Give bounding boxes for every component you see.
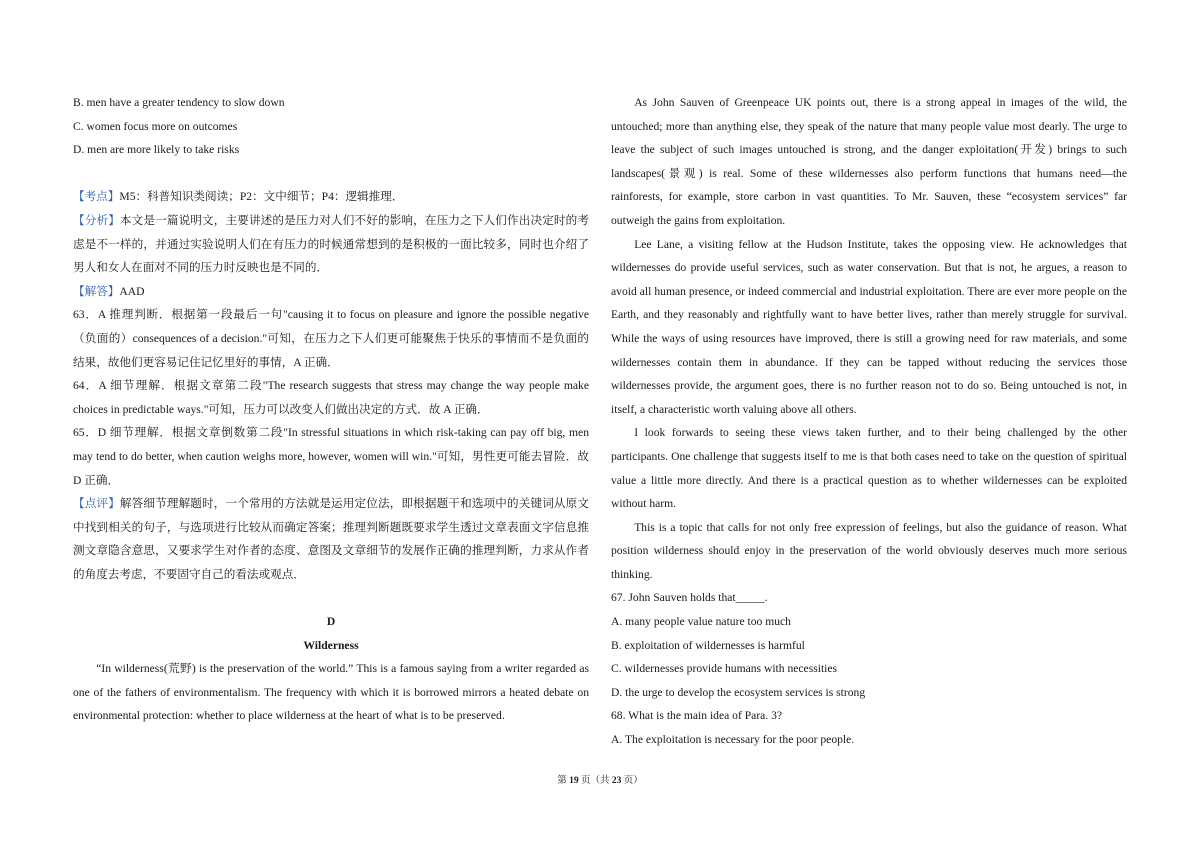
footer-suffix: 页） (621, 776, 643, 786)
passage-paragraph-5: This is a topic that calls for not only free expression of feelings, but also the guidance of reason. What position wilderness should enjoy in the preservation of the world obviously deserves much more serious thinking. (611, 520, 1127, 581)
kaodian-text: M5：科普知识类阅读；P2：文中细节；P4：逻辑推理． (119, 190, 404, 204)
passage-paragraph-4: I look forwards to seeing these views taken further, and to their being challenged by the other participants. One challenge that suggests itself to me is that both cases need to take on the question of spiritual value a little more directly. And there is a practical question as to whether wildernesses can be exploited without harm. (611, 426, 1127, 511)
left-column (73, 91, 589, 728)
dianping (73, 492, 589, 586)
answer-64: 64．A 细节理解．根据文章第二段"The research suggests that stress may change the way people make choices in predictable ways."可知，压力可以改变人们做出决定的方式．故 A 正确． (73, 379, 589, 416)
q67-option-c: C. wildernesses provide humans with necessities (611, 662, 838, 676)
question-68: 68. What is the main idea of Para. 3? (611, 709, 783, 723)
fenxi (73, 209, 589, 280)
footer-page-number: 19 (569, 776, 579, 786)
dianping-text: 解答细节理解题时，一个常用的方法就是运用定位法，即根据题干和选项中的关键词从原文中找到相关的句子，与选项进行比较从而确定答案；推理判断题既要求学生透过文章表面文字信息推测文章隐含意思，又要求学生对作者的态度、意图及文章细节的发展作正确的推理判断，力求从作者的角度去考虑，不要固守自己的看法或观点． (73, 497, 589, 581)
fenxi-tag: 【分析】 (73, 213, 120, 227)
dianping-tag: 【点评】 (73, 497, 120, 511)
q68-option-a: A. The exploitation is necessary for the poor people. (611, 733, 855, 747)
kaodian (73, 185, 589, 209)
passage-paragraph-2: As John Sauven of Greenpeace UK points out, there is a strong appeal in images of the wild, the untouched; more than anything else, they speak of the nature that many people value most dearly. The urge to leave the subject of such images untouched is strong, and the danger exploitation(开发) brings to such landscapes(景观) is real. Some of these wildernesses also perform functions that humans need—the rainforests, for example, store carbon in vast quantities. To Mr. Sauven, these “ecosystem services” far outweigh the gains from exploitation. (611, 96, 1127, 227)
fenxi-text: 本文是一篇说明文，主要讲述的是压力对人们不好的影响，在压力之下人们作出决定时的考虑是不一样的，并通过实验说明人们在有压力的时候通常想到的是积极的一面比较多，同时也介绍了男人和女人在面对不同的压力时反映也是不同的． (73, 213, 589, 275)
page-footer (0, 772, 1200, 786)
section-title: Wilderness (303, 638, 359, 652)
option-c-prev: C. women focus more on outcomes (73, 119, 238, 133)
option-b-prev: B. men have a greater tendency to slow down (73, 96, 285, 109)
footer-mid: 页（共 (578, 776, 612, 786)
footer-total-pages: 23 (611, 776, 622, 786)
kaodian-tag: 【考点】 (73, 190, 120, 204)
question-67: 67. John Sauven holds that_____. (611, 591, 768, 605)
right-column (611, 91, 1127, 752)
passage-paragraph-3: Lee Lane, a visiting fellow at the Hudson Institute, takes the opposing view. He acknowledges that wildernesses do provide useful services, such as water conservation. But that is not, he argues, a reason to avoid all human presence, or indeed commercial and industrial exploitation. There are ever more people on the Earth, and they reasonably and rightfully want to have better lives, rather than merely struggle for survival. While the ways of using resources have improved, there is still a growing need for raw materials, and some wildernesses contain them in abundance. If they can be tapped without reducing the services those wildernesses provide, the argument goes, there is no further reason not to do so. Being untouched is not, in itself, a characteristic worth valuing above all others. (611, 237, 1127, 416)
passage-paragraph-1: “In wilderness(荒野) is the preservation of the world.” This is a famous saying from a writer regarded as one of the fathers of environmentalism. The frequency with which it is borrowed mirrors a heated debate on environmental protection: whether to place wilderness at the heart of what is to be preserved. (73, 662, 589, 723)
option-d-prev: D. men are more likely to take risks (73, 143, 240, 157)
answer-65: 65．D 细节理解．根据文章倒数第二段"In stressful situations in which risk-taking can pay off big, men may tend to do better, when caution weighs more, however, women will win."可知，男性更可能去冒险．故 D 正确． (73, 426, 589, 487)
q67-option-a: A. many people value nature too much (611, 615, 791, 629)
footer-prefix: 第 (557, 776, 570, 786)
q67-option-b: B. exploitation of wildernesses is harmful (611, 638, 805, 652)
answer-63: 63．A 推理判断．根据第一段最后一句"causing it to focus on pleasure and ignore the possible negative（负面的）consequences of a decision."可知，在压力之下人们更可能聚焦于快乐的事情而不是负面的结果，故他们更容易记住记忆里好的事情，A 正确． (73, 308, 589, 369)
q67-option-d: D. the urge to develop the ecosystem services is strong (611, 685, 866, 699)
section-letter: D (326, 615, 336, 629)
jieda-tag: 【解答】 (73, 284, 120, 298)
jieda (73, 280, 589, 304)
jieda-text: AAD (119, 284, 145, 298)
